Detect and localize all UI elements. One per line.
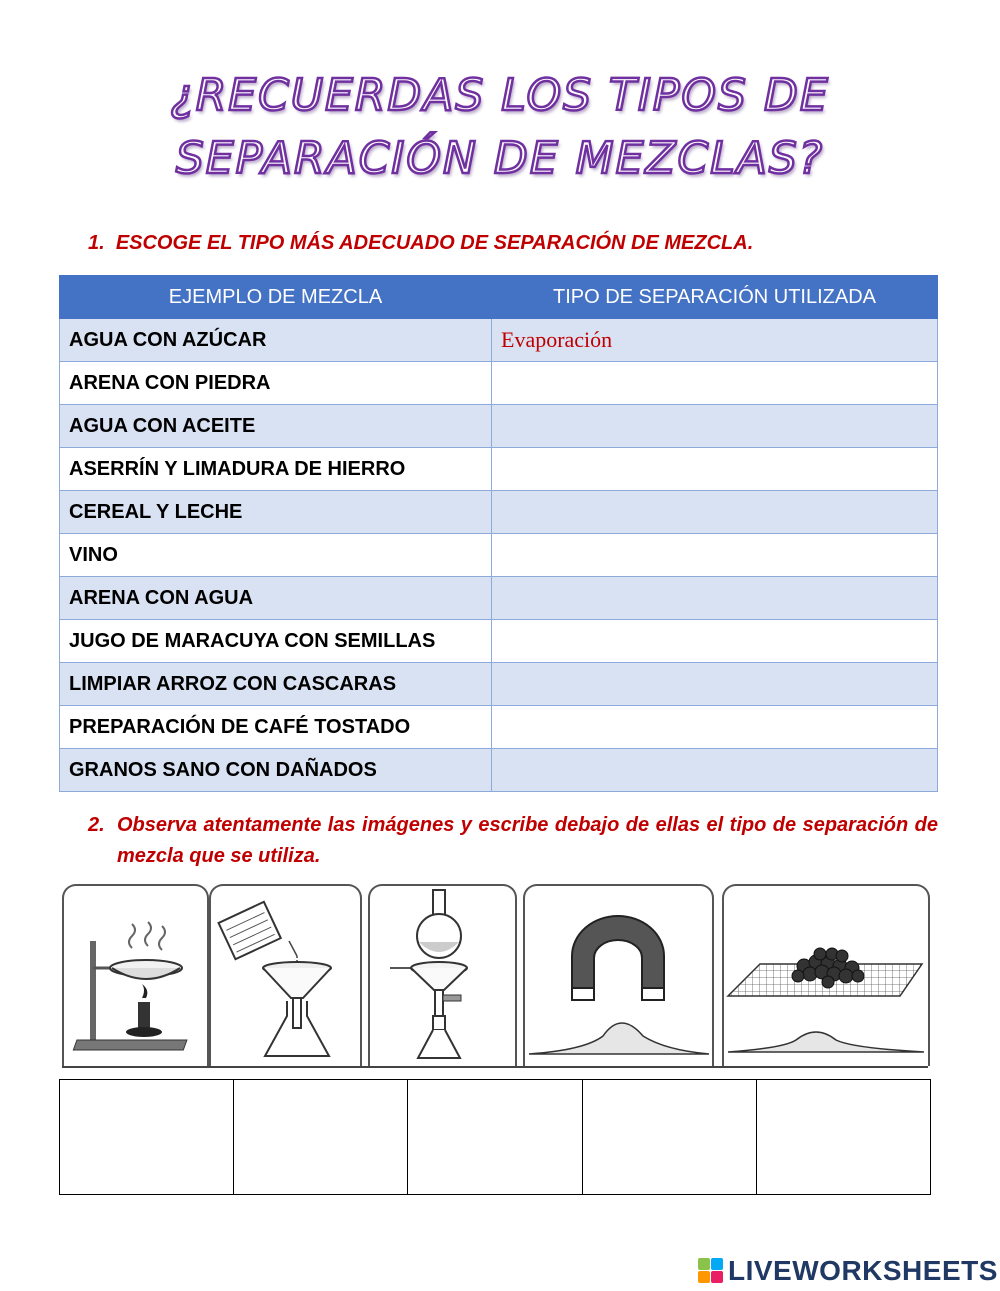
separation-images	[62, 884, 930, 1068]
mixture-cell: JUGO DE MARACUYA CON SEMILLAS	[60, 620, 492, 663]
answer-box[interactable]	[757, 1080, 930, 1194]
answer-cell[interactable]: Evaporación	[492, 319, 938, 362]
table-row	[60, 577, 938, 620]
mixture-cell: GRANOS SANO CON DAÑADOS	[60, 749, 492, 792]
question-2	[88, 810, 938, 872]
filtration-icon	[209, 884, 362, 1066]
answer-cell[interactable]	[492, 405, 938, 448]
question-2-text: Observa atentamente las imágenes y escribe debajo de ellas el tipo de separación de mezcla que se utiliza.	[117, 814, 938, 867]
answer-cell[interactable]	[492, 491, 938, 534]
answer-box[interactable]	[60, 1080, 234, 1194]
mixture-cell: LIMPIAR ARROZ CON CASCARAS	[60, 663, 492, 706]
mixture-table	[59, 275, 938, 792]
sieving-icon	[722, 884, 930, 1066]
header-separation-type: TIPO DE SEPARACIÓN UTILIZADA	[492, 276, 938, 319]
table-header-row	[60, 276, 938, 319]
answer-cell[interactable]	[492, 706, 938, 749]
mixture-cell: CEREAL Y LECHE	[60, 491, 492, 534]
question-1	[88, 232, 753, 255]
answer-cell[interactable]	[492, 362, 938, 405]
answer-cell[interactable]	[492, 577, 938, 620]
question-1-number: 1.	[88, 232, 105, 254]
mixture-cell: VINO	[60, 534, 492, 577]
answer-box[interactable]	[234, 1080, 408, 1194]
question-1-text: ESCOGE EL TIPO MÁS ADECUADO DE SEPARACIÓN DE MEZCLA.	[115, 232, 754, 254]
table-row	[60, 491, 938, 534]
table-row	[60, 362, 938, 405]
question-2-number: 2.	[88, 814, 105, 836]
answer-cell[interactable]	[492, 534, 938, 577]
mixture-cell: ASERRÍN Y LIMADURA DE HIERRO	[60, 448, 492, 491]
mixture-cell: ARENA CON AGUA	[60, 577, 492, 620]
decantation-icon	[368, 884, 517, 1066]
logo-blocks-icon	[698, 1258, 724, 1284]
magnetization-icon	[523, 884, 714, 1066]
header-mixture-example: EJEMPLO DE MEZCLA	[60, 276, 492, 319]
answer-boxes	[59, 1079, 931, 1195]
page-title-line-2: SEPARACIÓN DE MEZCLAS?	[175, 133, 825, 184]
evaporation-icon	[62, 884, 209, 1066]
answer-box[interactable]	[583, 1080, 757, 1194]
mixture-cell: AGUA CON AZÚCAR	[60, 319, 492, 362]
answer-cell[interactable]	[492, 448, 938, 491]
liveworksheets-logo[interactable]	[698, 1255, 998, 1287]
table-row	[60, 405, 938, 448]
images-baseline	[62, 1066, 928, 1068]
table-row	[60, 448, 938, 491]
answer-cell[interactable]	[492, 749, 938, 792]
mixture-cell: AGUA CON ACEITE	[60, 405, 492, 448]
logo-text: LIVEWORKSHEETS	[728, 1255, 998, 1286]
table-row	[60, 749, 938, 792]
table-row	[60, 663, 938, 706]
table-row	[60, 534, 938, 577]
table-row	[60, 319, 938, 362]
answer-box[interactable]	[408, 1080, 582, 1194]
mixture-cell: ARENA CON PIEDRA	[60, 362, 492, 405]
answer-cell[interactable]	[492, 620, 938, 663]
table-row	[60, 706, 938, 749]
page-title-line-1: ¿RECUERDAS LOS TIPOS DE	[170, 70, 830, 121]
mixture-cell: PREPARACIÓN DE CAFÉ TOSTADO	[60, 706, 492, 749]
answer-cell[interactable]	[492, 663, 938, 706]
table-row	[60, 620, 938, 663]
